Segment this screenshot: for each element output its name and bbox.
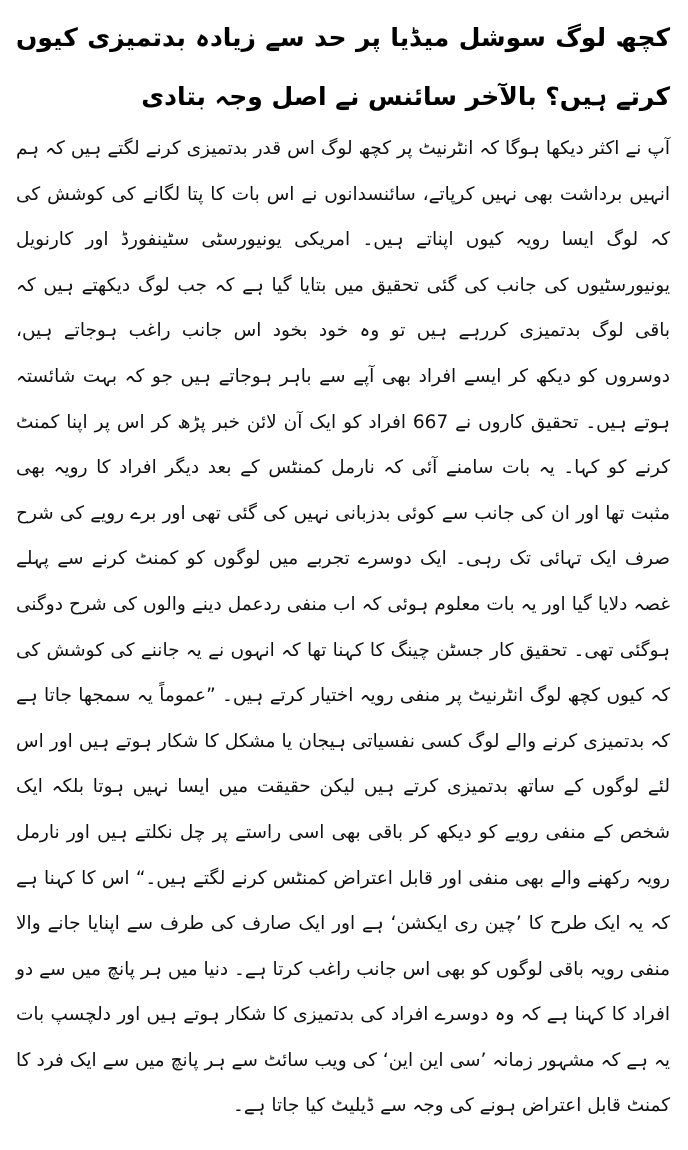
- article-body: آپ نے اکثر دیکھا ہوگا کہ انٹرنیٹ پر کچھ لوگ اس قدر بدتمیزی کرنے لگتے ہیں کہ ہم انہیں برداشت بھی نہیں کرپاتے، سائنسدانوں نے اس بات کا پتا لگانے کی کوشش کی کہ لوگ ایسا رویہ کیوں اپناتے ہیں۔ امریکی یونیورسٹی سٹینفورڈ اور کارنویل یونیورسٹیوں کی جانب کی گئی تحقیق میں بتایا گیا ہے کہ جب لوگ دیکھتے ہیں کہ باقی لوگ بدتمیزی کررہے ہیں تو وہ خود بخود اس جانب راغب ہوجاتے ہیں، دوسروں کو دیکھ کر ایسے افراد بھی آپے سے باہر ہوجاتے ہیں جو کہ بہت شائستہ ہوتے ہیں۔ تحقیق کاروں نے 667 افراد کو ایک آن لائن خبر پڑھ کر اس پر اپنا کمنٹ کرنے کو کہا۔ یہ بات سامنے آئی کہ نارمل کمنٹس کے بعد دیگر افراد کا رویہ بھی مثبت تھا اور ان کی جانب سے کوئی بدزبانی نہیں کی گئی تھی اور برے رویے کی شرح صرف ایک تہائی تک رہی۔ ایک دوسرے تجربے میں لوگوں کو کمنٹ کرنے سے پہلے غصہ دلایا گیا اور یہ بات معلوم ہوئی کہ اب منفی ردعمل دینے والوں کی شرح دوگنی ہوگئی تھی۔ تحقیق کار جسٹن چینگ کا کہنا تھا کہ انہوں نے یہ جاننے کی کوشش کی کہ کیوں کچھ لوگ انٹرنیٹ پر منفی رویہ اختیار کرتے ہیں۔ ”عموماً یہ سمجھا جاتا ہے کہ بدتمیزی کرنے والے لوگ کسی نفسیاتی ہیجان یا مشکل کا شکار ہوتے ہیں اور اس لئے لوگوں کے ساتھ بدتمیزی کرتے ہیں لیکن حقیقت میں ایسا نہیں ہوتا بلکہ ایک شخص کے منفی رویے کو دیکھ کر باقی بھی اسی راستے پر چل نکلتے ہیں اور نارمل رویہ رکھنے والے بھی منفی اور قابل اعتراض کمنٹس کرنے لگتے ہیں۔“ اس کا کہنا ہے کہ یہ ایک طرح کا ’چین ری ایکشن‘ ہے اور ایک صارف کی طرف سے اپنایا جانے والا منفی رویہ باقی لوگوں کو بھی اس جانب راغب کرتا ہے۔ دنیا میں ہر پانچ میں سے دو افراد کا کہنا ہے کہ وہ دوسرے افراد کی بدتمیزی کا شکار ہوتے ہیں اور دلچسپ بات یہ ہے کہ مشہور زمانہ ’سی این این‘ کی ویب سائٹ سے ہر پانچ میں سے ایک فرد کا کمنٹ قابل اعتراض ہونے کی وجہ سے ڈیلیٹ کیا جاتا ہے۔: [16, 138, 670, 1117]
- article-headline: کچھ لوگ سوشل میڈیا پر حد سے زیادہ بدتمیزی کیوں کرتے ہیں؟ بالآخر سائنس نے اصل وجہ بتادی: [16, 23, 670, 111]
